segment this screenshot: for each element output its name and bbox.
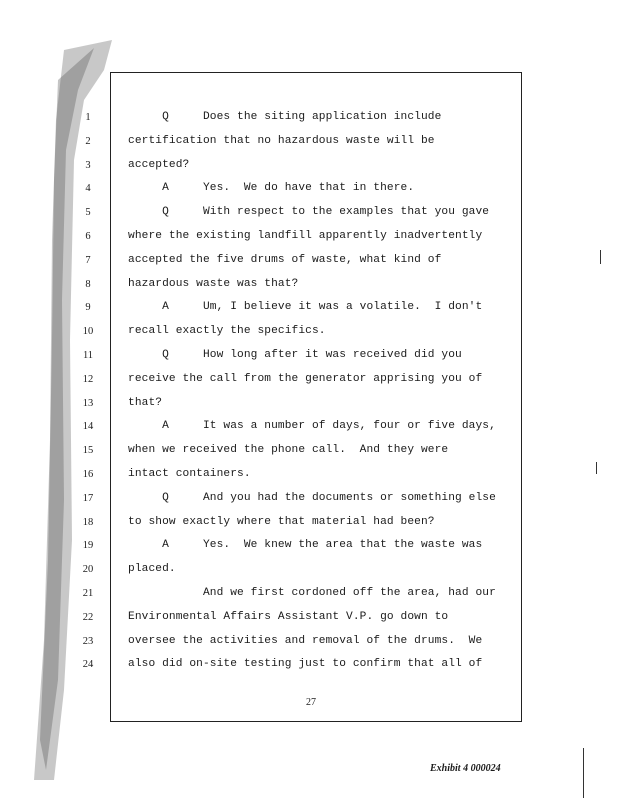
transcript-line: when we received the phone call. And they were (128, 444, 449, 457)
transcript-line: A Um, I believe it was a volatile. I don't (128, 301, 483, 314)
transcript-line: to show exactly where that material had been? (128, 515, 435, 528)
transcript-line: A Yes. We do have that in there. (128, 182, 415, 195)
transcript-line: recall exactly the specifics. (128, 325, 326, 338)
transcript-line: that? (128, 396, 163, 409)
transcript-line: Environmental Affairs Assistant V.P. go down to (128, 610, 449, 623)
line-number: 2 (85, 135, 91, 147)
line-number: 9 (85, 302, 91, 314)
transcript-text (128, 106, 508, 677)
transcript-line: placed. (128, 563, 176, 576)
line-number: 15 (82, 445, 94, 457)
line-number: 6 (85, 230, 91, 242)
line-number: 18 (82, 516, 94, 528)
line-number: 11 (82, 349, 94, 361)
line-number: 7 (85, 254, 91, 266)
transcript-line: Q And you had the documents or something else (128, 491, 496, 504)
line-number: 21 (82, 587, 94, 599)
line-number: 8 (85, 278, 91, 290)
transcript-line: A It was a number of days, four or five days, (128, 420, 496, 433)
transcript-line: certification that no hazardous waste will be (128, 134, 435, 147)
transcript-line: intact containers. (128, 467, 251, 480)
transcript-line: A Yes. We knew the area that the waste was (128, 539, 483, 552)
line-number: 12 (82, 373, 94, 385)
line-number: 17 (82, 492, 94, 504)
exhibit-stamp: Exhibit 4 000024 (430, 763, 501, 774)
line-number: 10 (82, 326, 94, 338)
line-number: 3 (85, 159, 91, 171)
line-number: 5 (85, 207, 91, 219)
line-number: 20 (82, 564, 94, 576)
transcript-line: Q How long after it was received did you (128, 348, 462, 361)
line-number: 14 (82, 421, 94, 433)
transcript-line: And we first cordoned off the area, had our (128, 586, 496, 599)
line-number: 22 (82, 611, 94, 623)
line-number: 16 (82, 468, 94, 480)
scan-margin-mark (596, 462, 597, 474)
transcript-line: also did on-site testing just to confirm that all of (128, 658, 483, 671)
scan-margin-mark (600, 250, 601, 264)
transcript-line: receive the call from the generator apprising you of (128, 372, 483, 385)
line-number: 19 (82, 540, 94, 552)
transcript-line: where the existing landfill apparently inadvertently (128, 229, 483, 242)
transcript-line: accepted? (128, 158, 190, 171)
page-number: 27 (306, 697, 316, 708)
scan-margin-mark (583, 748, 584, 798)
line-number-column (70, 106, 106, 677)
transcript-line: Q With respect to the examples that you gave (128, 206, 490, 219)
line-number: 1 (85, 112, 91, 123)
line-number: 4 (85, 183, 91, 195)
transcript-line: Q Does the siting application include (128, 111, 442, 123)
transcript-line: hazardous waste was that? (128, 277, 299, 290)
transcript-line: accepted the five drums of waste, what kind of (128, 253, 442, 266)
line-number: 13 (82, 397, 94, 409)
line-number: 23 (82, 635, 94, 647)
transcript-line: oversee the activities and removal of the drums. We (128, 634, 483, 647)
line-number: 24 (82, 659, 94, 671)
